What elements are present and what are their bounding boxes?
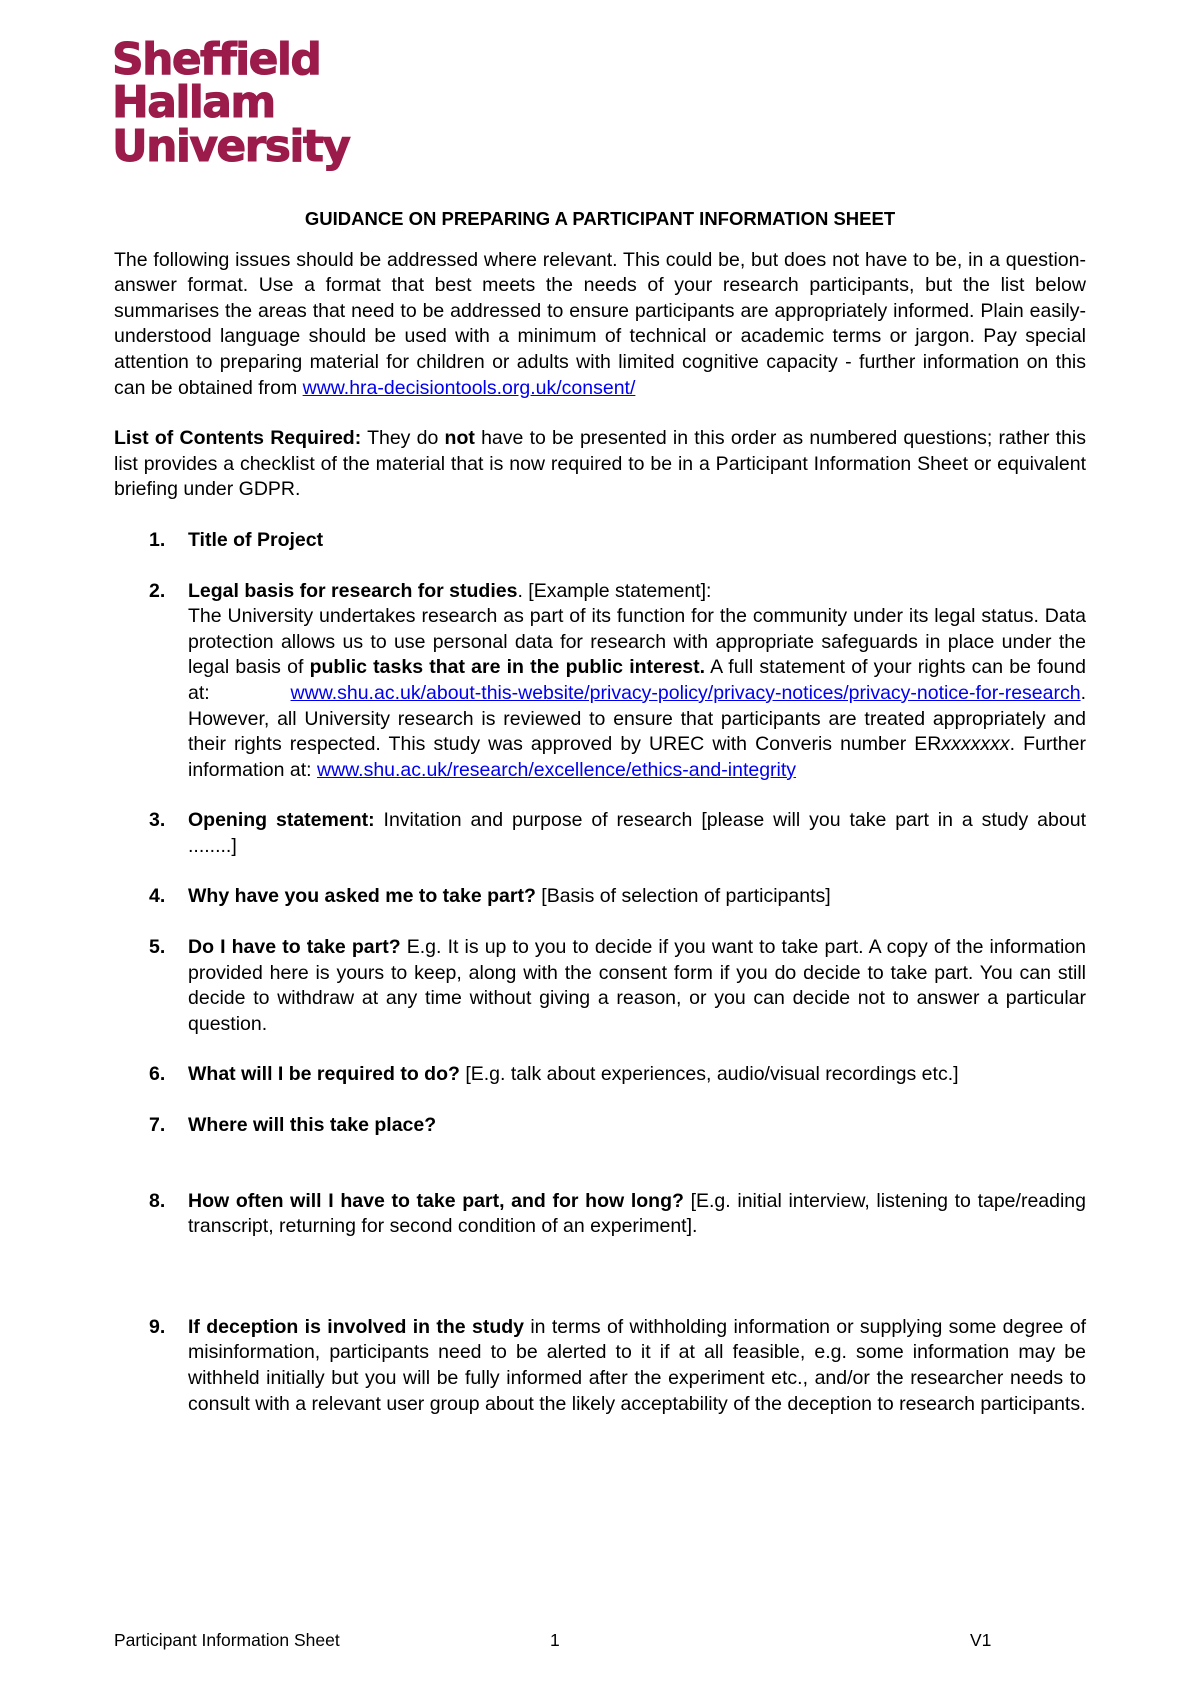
item-text: [E.g. initial interview, listening to tape/reading transcript, returning for second condition of an experiment]. xyxy=(188,1189,1086,1238)
footer-document-name: Participant Information Sheet xyxy=(114,1630,340,1650)
list-item xyxy=(114,579,1086,784)
statement-text: . Further information at: xyxy=(188,733,1086,781)
intro-paragraph xyxy=(114,248,1086,402)
item-text: [E.g. talk about experiences, audio/visual recordings etc.] xyxy=(459,1063,959,1086)
legal-basis-statement xyxy=(188,604,1086,783)
item-heading: What will I be required to do? xyxy=(188,1063,460,1086)
privacy-notice-link[interactable]: www.shu.ac.uk/about-this-website/privacy-policy/privacy-notices/privacy-notice-for-research xyxy=(290,681,1081,704)
item-text: in terms of withholding information or supplying some degree of misinformation, participants need to be alerted to it if at all feasible, e.g. some information may be withheld initially but you will be fully informed after the experiment etc., and/or the researcher needs to consult with a relevant user group about the likely acceptability of the deception to research participants. xyxy=(188,1315,1086,1415)
item-text: Invitation and purpose of research [please will you take part in a study about ........] xyxy=(188,809,1086,857)
item-number: 4. xyxy=(149,885,166,908)
statement-text: A full statement of your rights can be found at: xyxy=(188,656,1086,704)
item-number: 9. xyxy=(149,1315,166,1338)
converis-number: xxxxxxx xyxy=(941,733,1010,756)
item-number: 1. xyxy=(149,528,166,551)
item-heading: Title of Project xyxy=(188,528,324,551)
list-item xyxy=(114,935,1086,1037)
item-number: 2. xyxy=(149,579,166,602)
page-title: GUIDANCE ON PREPARING A PARTICIPANT INFORMATION SHEET xyxy=(304,208,896,229)
hra-consent-link[interactable]: www.hra-decisiontools.org.uk/consent/ xyxy=(302,376,636,399)
list-item xyxy=(114,1113,1086,1139)
item-text: E.g. It is up to you to decide if you want to take part. A copy of the information provided here is yours to keep, along with the consent form if you do decide to take part. You can still decide to withdraw at any time without giving a reason, or you can decide not to answer a particular question. xyxy=(188,936,1086,1035)
contents-text-2: have to be presented in this order as numbered questions; rather this list provides a checklist of the material that is now required to be in a Participant Information Sheet or equivalent briefing under GDPR. xyxy=(114,427,1087,501)
ethics-link[interactable]: www.shu.ac.uk/research/excellence/ethics-and-integrity xyxy=(316,758,797,781)
item-heading: Where will this take place? xyxy=(188,1114,437,1137)
list-item xyxy=(114,1062,1086,1088)
footer-version: V1 xyxy=(970,1630,992,1650)
contents-label: List of Contents Required: xyxy=(114,427,362,450)
item-number: 6. xyxy=(149,1063,166,1086)
item-number: 5. xyxy=(149,936,166,959)
item-heading: How often will I have to take part, and for how long? xyxy=(188,1189,684,1212)
statement-text: The University undertakes research as part of its function for the community under its legal status. Data protection allows us to use personal data for research with appropriate safeguards in place under the legal basis of xyxy=(188,605,1086,679)
item-text: [Basis of selection of participants] xyxy=(535,885,831,908)
item-number: 8. xyxy=(149,1189,166,1212)
contents-not: not xyxy=(444,427,475,450)
public-interest-text: public tasks that are in the public interest. xyxy=(309,656,706,679)
document-body xyxy=(114,206,1086,1417)
item-heading: If deception is involved in the study xyxy=(188,1315,524,1338)
university-logo xyxy=(112,34,350,172)
list-item xyxy=(114,528,1086,554)
item-heading: Do I have to take part? xyxy=(188,936,401,959)
contents-paragraph xyxy=(114,426,1086,503)
list-item xyxy=(114,1315,1086,1417)
intro-text: The following issues should be addressed where relevant. This could be, but does not have to be, in a question-answer format. Use a format that best meets the needs of your research participants, but the list below summarises the areas that need to be addressed to ensure participants are appropriately informed. Plain easily-understood language should be used with a minimum of technical or academic terms or jargon. Pay special attention to preparing material for children or adults with limited cognitive capacity - further information on this can be obtained from xyxy=(114,248,1086,399)
logo-line-2: Hallam xyxy=(112,77,275,128)
logo-line-1: Sheffield xyxy=(112,34,321,85)
list-item xyxy=(114,808,1086,859)
item-heading: Why have you asked me to take part? xyxy=(188,885,536,908)
checklist xyxy=(114,528,1086,1417)
item-heading: Legal basis for research for studies xyxy=(188,579,518,602)
contents-text-1: They do xyxy=(361,427,445,450)
item-heading: Opening statement: xyxy=(188,809,375,832)
item-number: 7. xyxy=(149,1114,166,1137)
item-heading-suffix: . [Example statement]: xyxy=(517,579,712,602)
list-item xyxy=(114,1189,1086,1240)
statement-text: . However, all University research is reviewed to ensure that participants are treated appropriately and their rights respected. This study was approved by UREC with Converis number ER xyxy=(188,681,1086,756)
list-item xyxy=(114,884,1086,910)
footer-page-number: 1 xyxy=(550,1630,560,1650)
item-number: 3. xyxy=(149,809,166,832)
logo-line-3: University xyxy=(112,121,350,172)
